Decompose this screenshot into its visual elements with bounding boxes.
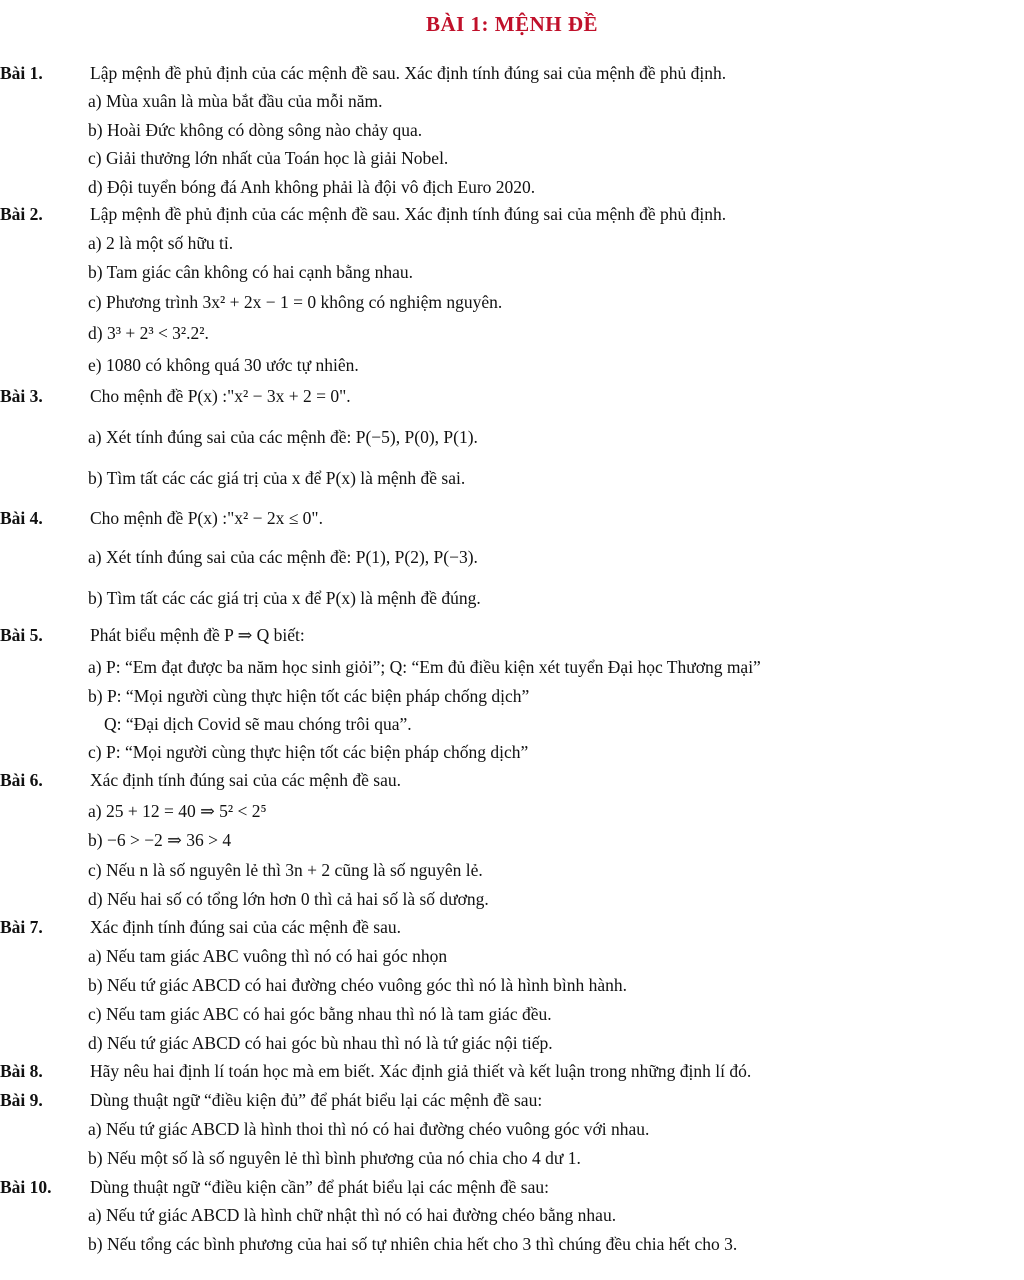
exercise-item: a) 2 là một số hữu tỉ. — [88, 233, 234, 253]
exercise-label: Bài 8. — [0, 1061, 43, 1081]
exercise-item: c) Nếu n là số nguyên lẻ thì 3n + 2 cũng là số nguyên lẻ. — [88, 860, 483, 880]
exercise-stem: Xác định tính đúng sai của các mệnh đề sau. — [90, 917, 402, 937]
exercise-item: d) Nếu tứ giác ABCD có hai góc bù nhau thì nó là tứ giác nội tiếp. — [88, 1033, 553, 1053]
exercise-label: Bài 3. — [0, 386, 43, 406]
exercise-stem: Lập mệnh đề phủ định của các mệnh đề sau. Xác định tính đúng sai của mệnh đề phủ định. — [90, 204, 727, 224]
exercise-label: Bài 2. — [0, 204, 43, 224]
exercise-label: Bài 6. — [0, 770, 43, 790]
exercise-item: c) P: “Mọi người cùng thực hiện tốt các biện pháp chống dịch” — [88, 742, 529, 762]
exercise-item: b) Tìm tất các các giá trị của x để P(x) là mệnh đề sai. — [88, 468, 466, 488]
exercise-item: c) Nếu tam giác ABC có hai góc bằng nhau thì nó là tam giác đều. — [88, 1004, 552, 1024]
exercise-item: d) Đội tuyển bóng đá Anh không phải là đội vô địch Euro 2020. — [88, 177, 536, 197]
exercise-label: Bài 5. — [0, 625, 43, 645]
exercise-item: b) Tìm tất các các giá trị của x để P(x) là mệnh đề đúng. — [88, 588, 481, 608]
exercise-item: b) Tam giác cân không có hai cạnh bằng nhau. — [88, 262, 414, 282]
exercise-item: a) 25 + 12 = 40 ⇒ 5² < 2⁵ — [88, 801, 267, 821]
exercise-stem: Cho mệnh đề P(x) :"x² − 3x + 2 = 0". — [90, 386, 351, 406]
exercise-label: Bài 1. — [0, 63, 43, 83]
exercise-item: a) Xét tính đúng sai của các mệnh đề: P(1), P(2), P(−3). — [88, 547, 478, 567]
exercise-item: a) Nếu tam giác ABC vuông thì nó có hai góc nhọn — [88, 946, 448, 966]
exercise-item: a) Nếu tứ giác ABCD là hình thoi thì nó có hai đường chéo vuông góc với nhau. — [88, 1119, 650, 1139]
exercise-stem: Phát biểu mệnh đề P ⇒ Q biết: — [90, 625, 305, 645]
exercise-stem: Cho mệnh đề P(x) :"x² − 2x ≤ 0". — [90, 508, 323, 528]
exercise-stem: Hãy nêu hai định lí toán học mà em biết. Xác định giả thiết và kết luận trong những định lí đó. — [90, 1061, 752, 1081]
exercise-label: Bài 10. — [0, 1177, 52, 1197]
exercise-stem: Xác định tính đúng sai của các mệnh đề sau. — [90, 770, 402, 790]
page-title: BÀI 1: MỆNH ĐỀ — [425, 12, 599, 36]
exercise-item: a) P: “Em đạt được ba năm học sinh giỏi”; Q: “Em đủ điều kiện xét tuyển Đại học Thương mại” — [88, 657, 761, 677]
exercise-item: a) Nếu tứ giác ABCD là hình chữ nhật thì nó có hai đường chéo bằng nhau. — [88, 1205, 617, 1225]
exercise-label: Bài 9. — [0, 1090, 43, 1110]
exercise-item: d) 3³ + 2³ < 3².2². — [88, 323, 209, 343]
exercise-stem: Lập mệnh đề phủ định của các mệnh đề sau. Xác định tính đúng sai của mệnh đề phủ định. — [90, 63, 727, 83]
exercise-item: b) Nếu một số là số nguyên lẻ thì bình phương của nó chia cho 4 dư 1. — [88, 1148, 581, 1168]
exercise-item: b) −6 > −2 ⇒ 36 > 4 — [88, 830, 232, 850]
exercise-item: b) P: “Mọi người cùng thực hiện tốt các biện pháp chống dịch” — [88, 686, 530, 706]
exercise-stem: Dùng thuật ngữ “điều kiện đủ” để phát biểu lại các mệnh đề sau: — [90, 1090, 543, 1110]
exercise-item: a) Xét tính đúng sai của các mệnh đề: P(−5), P(0), P(1). — [88, 427, 478, 447]
exercise-item: d) Nếu hai số có tổng lớn hơn 0 thì cả hai số là số dương. — [88, 889, 489, 909]
exercise-item: a) Mùa xuân là mùa bắt đầu của mỗi năm. — [88, 91, 383, 111]
exercise-stem: Dùng thuật ngữ “điều kiện cần” để phát biểu lại các mệnh đề sau: — [90, 1177, 549, 1197]
exercise-item: b) Nếu tổng các bình phương của hai số tự nhiên chia hết cho 3 thì chúng đều chia hết cho 3. — [88, 1234, 738, 1254]
exercise-label: Bài 7. — [0, 917, 43, 937]
exercise-item: c) Phương trình 3x² + 2x − 1 = 0 không có nghiệm nguyên. — [88, 292, 503, 312]
exercise-item: b) Nếu tứ giác ABCD có hai đường chéo vuông góc thì nó là hình bình hành. — [88, 975, 628, 995]
exercise-item: c) Giải thưởng lớn nhất của Toán học là giải Nobel. — [88, 148, 449, 168]
exercise-item: e) 1080 có không quá 30 ước tự nhiên. — [88, 355, 359, 375]
exercise-label: Bài 4. — [0, 508, 43, 528]
exercise-item: b) Hoài Đức không có dòng sông nào chảy qua. — [88, 120, 423, 140]
exercise-item: Q: “Đại dịch Covid sẽ mau chóng trôi qua”. — [104, 714, 412, 734]
